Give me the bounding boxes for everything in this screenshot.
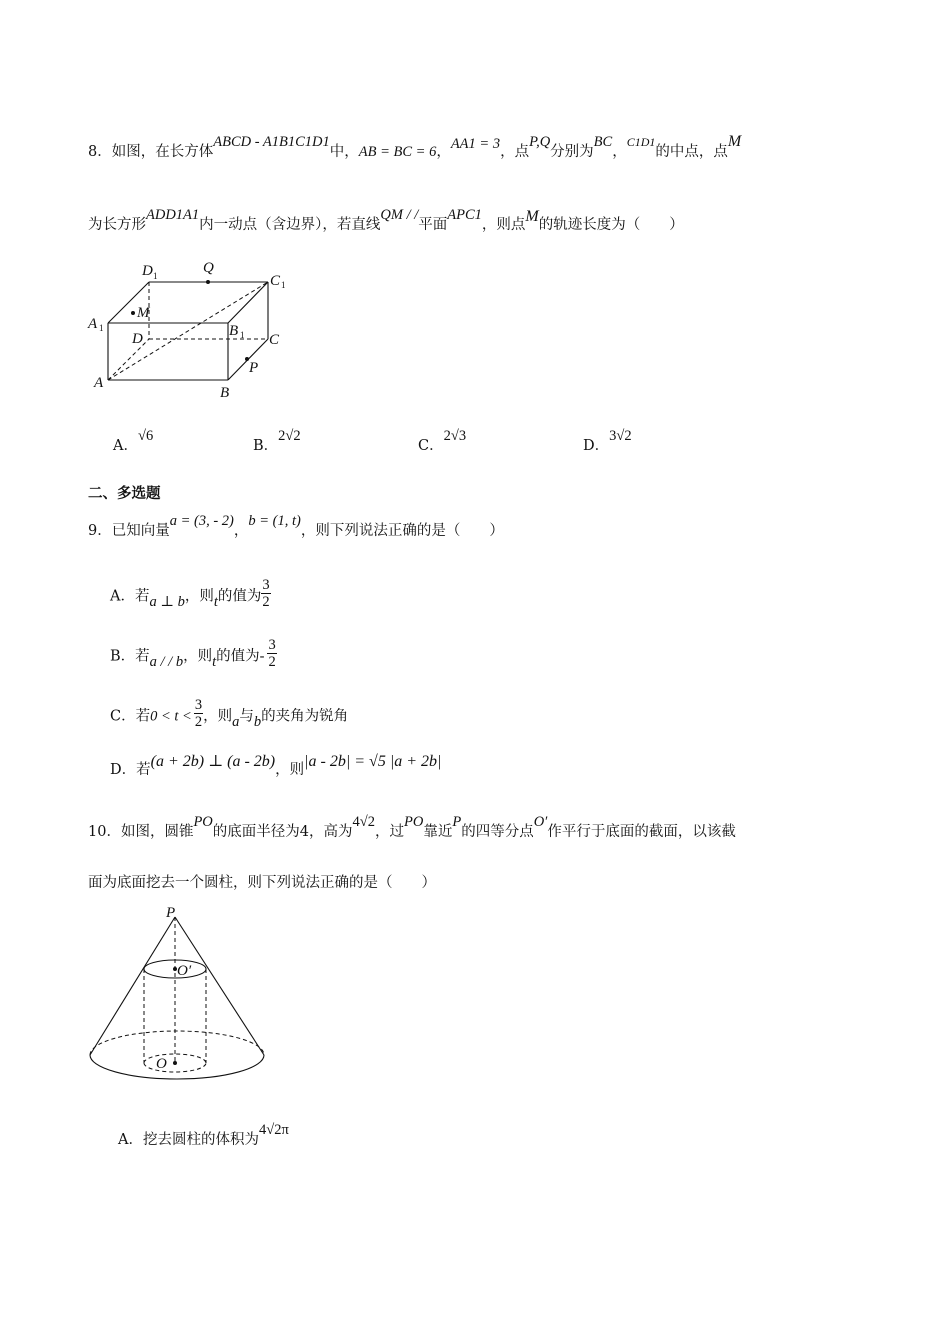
q9-a-tail: 的值为 [217, 588, 262, 605]
lbl-d: D [132, 331, 143, 347]
cone-base-back [90, 1031, 264, 1055]
q9-b-fraction [267, 637, 276, 670]
q9-c-mid: ，则 [203, 708, 233, 725]
q8-qm: QM / / [380, 207, 419, 223]
point-m [131, 311, 135, 315]
q9-text-end: ，则下列说法正确的是（ ） [300, 523, 504, 539]
q8-option-d-value: 3√2 [609, 428, 632, 444]
q9-a-fraction [261, 577, 270, 610]
q9-a-label: A．若 [110, 588, 150, 605]
q8-add1a1: ADD1A1 [146, 207, 200, 223]
q9-number: 9．已知向量 [88, 523, 170, 539]
cone-base-front [90, 1055, 264, 1079]
q8-text-dian: ，点 [500, 144, 530, 160]
q9-c-cond: 0 < t < [150, 708, 192, 725]
q8-option-c[interactable] [418, 428, 467, 456]
q9-b-cond: a / / b [149, 653, 184, 670]
q10-cone-figure [84, 905, 274, 1085]
lbl-c1: C [270, 273, 281, 289]
q8-option-a-value: √6 [137, 428, 154, 444]
q10-line2: 面为底面挖去一个圆柱，则下列说法正确的是（ ） [88, 875, 436, 891]
q9-vector-a: a = (3, - 2) [169, 513, 234, 529]
point-q [206, 280, 210, 284]
lbl-p: P [166, 905, 176, 921]
q8-aa1: AA1 = 3 [450, 136, 501, 152]
lbl-b: B [220, 385, 230, 401]
q10-line1 [88, 814, 736, 842]
q9-d-cond: (a + 2b) ⊥ (a - 2b) [150, 753, 276, 770]
point-o [173, 1061, 177, 1065]
q8-option-b-label: B． [253, 438, 279, 454]
q9-c-a: a [232, 713, 240, 730]
q10-text1: 的底面半径为4，高为 [212, 824, 353, 840]
q8-text-fenbie: 分别为 [550, 144, 594, 160]
q8-text-line2a: 为长方形 [88, 217, 146, 233]
q10-a-value: 4√2π [258, 1122, 289, 1138]
q9-b-t: t [212, 653, 217, 670]
q8-option-a[interactable] [113, 428, 154, 456]
q8-text-zhong: 中， [329, 144, 359, 160]
lbl-m: M [137, 305, 150, 321]
lbl-d1: D [142, 263, 153, 279]
q8-option-b-value: 2√2 [278, 428, 301, 444]
q9-b-tail: 的值为 [216, 648, 260, 665]
q9-c-tail: 的夹角为锐角 [261, 708, 349, 725]
q9-line1 [88, 513, 504, 541]
lbl-o: O [156, 1056, 167, 1072]
q8-option-d-label: D． [583, 438, 610, 454]
q8-pq: P,Q [529, 134, 551, 150]
q9-c-label: C．若 [110, 708, 151, 725]
q9-b-den: 2 [268, 654, 276, 670]
q9-a-mid: ，则 [184, 588, 214, 605]
q9-a-num: 3 [262, 577, 270, 593]
section-title: 二、多选题 [88, 485, 161, 502]
q9-d-label: D．若 [110, 762, 151, 778]
q9-b-mid: ，则 [183, 648, 213, 665]
q8-box-name: ABCD - A1B1C1D1 [213, 134, 330, 150]
q8-c1d1: C1D1 [626, 135, 656, 149]
q8-option-d[interactable] [583, 428, 632, 456]
q8-option-a-label: A． [113, 438, 138, 454]
q8-number: 8．如图，在长方体 [88, 144, 214, 160]
q9-c-b: b [253, 713, 262, 730]
q8-text-midpoint: 的中点，点 [655, 144, 728, 160]
q8-comma2: ， [612, 144, 627, 160]
q8-ab-bc: AB = BC = 6 [358, 144, 437, 160]
q9-d-result: |a - 2b| = √5 |a + 2b| [304, 753, 442, 770]
q8-line2 [88, 207, 684, 235]
q8-line1 [88, 133, 742, 162]
lbl-a1-sub: 1 [99, 323, 104, 333]
q9-a-den: 2 [262, 594, 270, 610]
lbl-o-prime: O′ [177, 963, 192, 979]
q8-text-plane: 平面 [418, 217, 448, 233]
q10-a-label: A．挖去圆柱的体积为 [118, 1132, 259, 1148]
q10-p: P [452, 814, 462, 830]
q8-text-then: ，则点 [481, 217, 526, 233]
lbl-c1-sub: 1 [281, 280, 286, 290]
lbl-a1: A [88, 316, 98, 332]
q9-c-fraction [194, 697, 203, 730]
q9-b-num: 3 [268, 637, 276, 653]
q8-m2: M [525, 208, 539, 225]
lbl-b1-sub: 1 [240, 330, 245, 340]
q8-m: M [727, 133, 742, 150]
lbl-b1: B [229, 323, 239, 339]
q10-po: PO [193, 814, 213, 830]
q10-text5: 作平行于底面的截面，以该截 [547, 824, 736, 840]
q8-apc1: APC1 [447, 207, 482, 223]
q9-vector-b: b = (1, t) [248, 513, 301, 529]
q9-b-sign: - [259, 648, 265, 665]
q8-option-c-label: C． [418, 438, 444, 454]
q8-text-end: 的轨迹长度为（ ） [538, 217, 684, 233]
q9-c-yu: 与 [239, 708, 254, 725]
q10-option-a[interactable] [118, 1122, 289, 1150]
q10-o-prime: O′ [533, 814, 548, 830]
q10-text4: 的四等分点 [461, 824, 534, 840]
q9-c-num: 3 [194, 697, 203, 713]
q8-text-line2b: 内一动点（含边界），若直线 [199, 217, 381, 233]
q9-option-d[interactable] [110, 753, 442, 780]
q10-po2: PO [404, 814, 424, 830]
q8-box-figure [86, 255, 296, 405]
q9-c-den: 2 [194, 714, 203, 730]
edge-ad [108, 339, 149, 380]
q9-comma: ， [233, 523, 249, 539]
q8-option-b[interactable] [253, 428, 301, 456]
lbl-c: C [269, 332, 280, 348]
q10-height: 4√2 [352, 814, 375, 830]
q8-bc: BC [593, 134, 613, 150]
lbl-q: Q [203, 260, 214, 276]
q8-comma1: ， [436, 144, 451, 160]
q10-number: 10．如图，圆锥 [88, 824, 194, 840]
q9-option-a[interactable] [110, 577, 271, 622]
q9-option-c[interactable] [110, 697, 349, 733]
lbl-p: P [249, 360, 259, 376]
q10-text2: ，过 [375, 824, 404, 840]
q10-text3: 靠近 [423, 824, 453, 840]
q9-a-t: t [213, 593, 218, 610]
q9-b-label: B．若 [110, 648, 150, 665]
q9-d-mid: ，则 [275, 762, 305, 778]
lbl-a: A [94, 375, 104, 391]
lbl-d1-sub: 1 [153, 271, 158, 281]
q9-a-cond: a ⊥ b [149, 593, 185, 610]
q8-option-c-value: 2√3 [443, 428, 467, 444]
q9-option-b[interactable] [110, 637, 277, 673]
